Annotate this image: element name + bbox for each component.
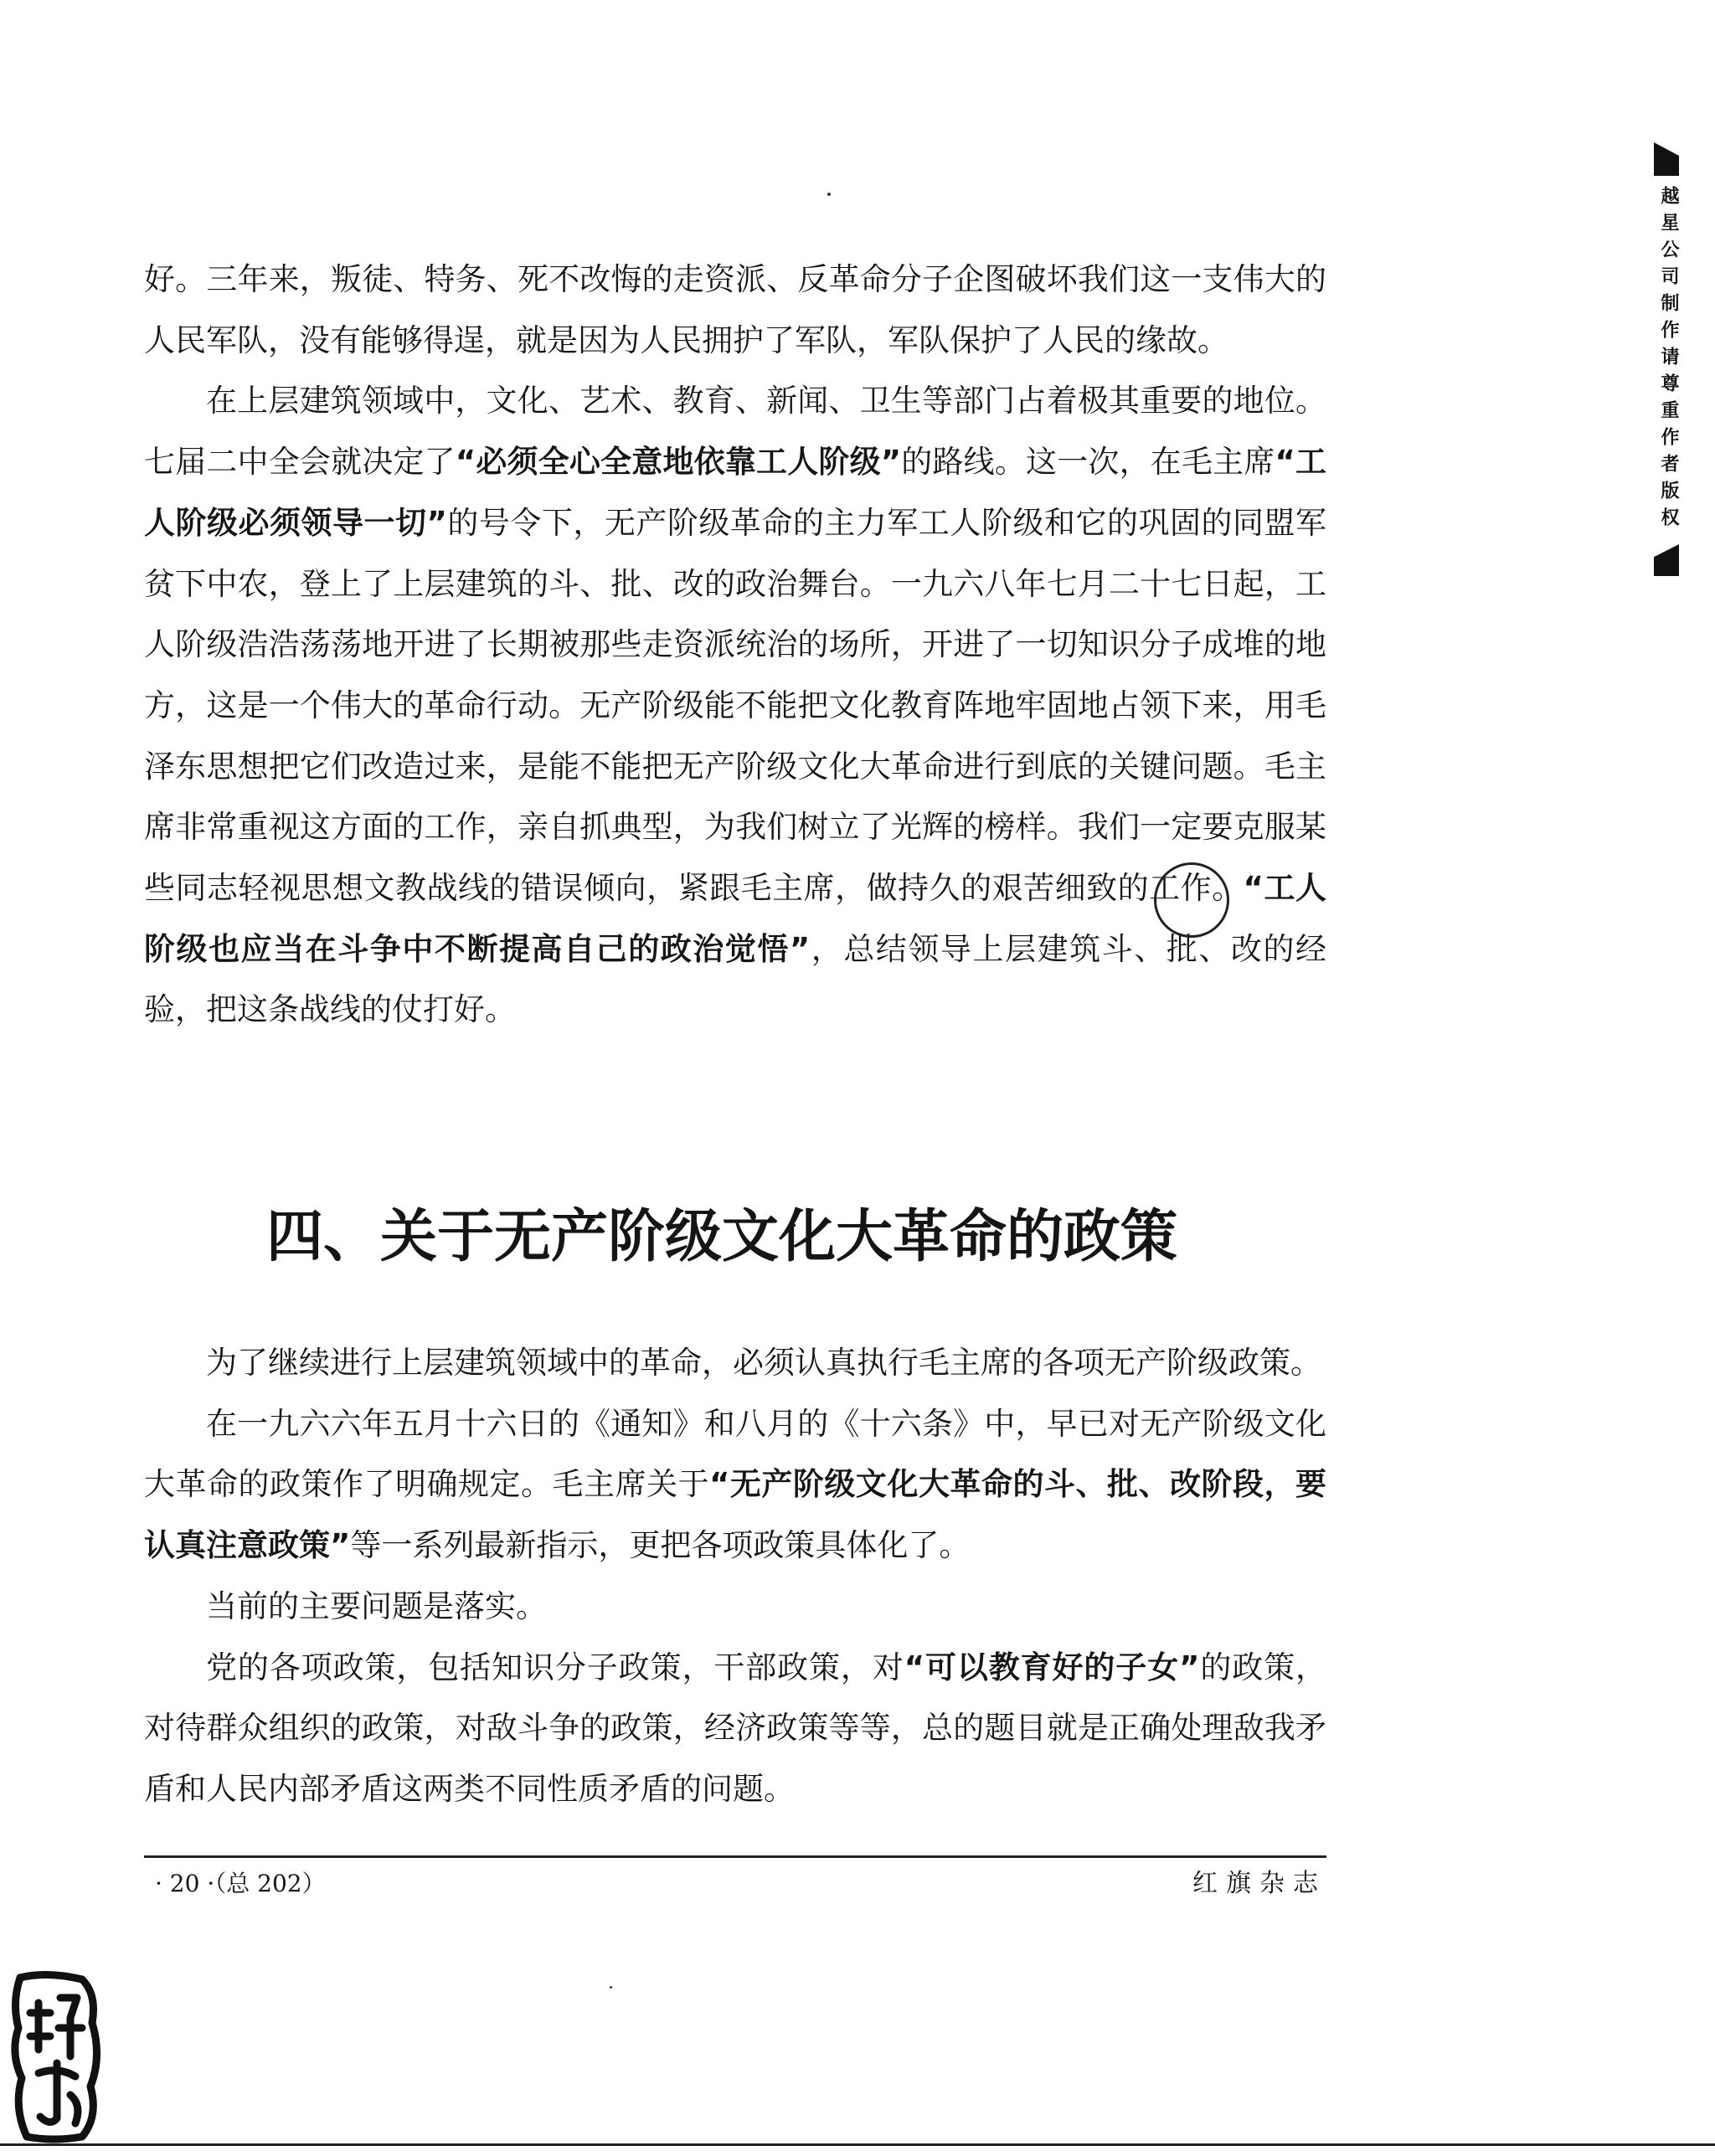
- side-watermark: [1654, 142, 1696, 576]
- paragraph-superstructure: [144, 371, 1326, 1041]
- text-run: 在上层建筑领域中，文化、艺术、教育、新闻、卫生等部门占着极其重要的地位。七届二中全会就决定了: [144, 383, 1326, 481]
- paragraph-policy-intro: 为了继续进行上层建筑领域中的革命，必须认真执行毛主席的各项无产阶级政策。: [206, 1345, 1321, 1381]
- paragraph-notice: [144, 1394, 1326, 1577]
- publication-name: 红旗杂志: [1192, 1869, 1326, 1898]
- quote-bold: “工人阶级必须领导一切”: [144, 444, 1327, 541]
- quote-bold: “无产阶级文化大革命的斗、批、改阶段，要认真注意政策”: [144, 1466, 1326, 1564]
- body-text-top: [144, 250, 1326, 1041]
- paragraph-policies: [144, 1638, 1326, 1820]
- text-run: 在一九六六年五月十六日的《通知》和八月的《十六条》中，早已对无产阶级文化大革命的政策作了明确规定。毛主席关于: [144, 1405, 1326, 1503]
- footer-divider: [144, 1855, 1326, 1858]
- section-heading: 四、关于无产阶级文化大革命的政策: [266, 1204, 1178, 1270]
- page-number: · 20 ·（总 202）: [155, 1870, 326, 1897]
- scan-speck: [610, 1986, 612, 1989]
- body-text-bottom: [144, 1333, 1326, 1820]
- quote-bold: “可以教育好的子女”: [904, 1649, 1200, 1685]
- text-run: 等一系列最新指示，更把各项政策具体化了。: [350, 1527, 971, 1564]
- text-run: 的路线。这一次，在毛主席: [901, 444, 1275, 481]
- paragraph-implementation: 当前的主要问题是落实。: [206, 1587, 547, 1624]
- text-run: 党的各项政策，包括知识分子政策，干部政策，对: [206, 1649, 904, 1685]
- watermark-bar-bottom: [1654, 544, 1679, 576]
- quote-bold: “工人阶级也应当在斗争中不断提高自己的政治觉悟”: [144, 870, 1326, 967]
- text-run: 的号令下，无产阶级革命的主力军工人阶级和它的巩固的同盟军贫下中农，登上了上层建筑的斗、批、改的政治舞台。一九六八年七月二十七日起，工人阶级浩浩荡荡地开进了长期被那些走资派统治的场所，开进了一切知识分子成堆的地方，这是一个伟大的革命行动。无产阶级能不能把文化教育阵地牢固地占领下来，用毛泽东思想把它们改造过来，是能不能把无产阶级文化大革命进行到底的关键问题。毛主席非常重视这方面的工作，亲自抓典型，为我们树立了光辉的榜样。我们一定要克服某些同志轻视思想文教战线的错误倾向，紧跟毛主席，做持久的艰苦细致的工作。: [144, 504, 1326, 907]
- watermark-bar-top: [1654, 142, 1679, 176]
- watermark-text: 越星公司制作请尊重作者版权: [1658, 186, 1679, 534]
- handwritten-circle-mark: [1154, 862, 1229, 938]
- paragraph-continuation: 好。三年来，叛徒、特务、死不改悔的走资派、反革命分子企图破坏我们这一支伟大的人民军队，没有能够得逞，就是因为人民拥护了军队，军队保护了人民的缘故。: [144, 261, 1326, 358]
- scan-speck: [827, 193, 831, 196]
- quote-bold: “必须全心全意地依靠工人阶级”: [455, 444, 902, 481]
- text-run: ，总结领导上层建筑斗、批、改的经验，把这条战线的仗打好。: [144, 930, 1326, 1028]
- seal-stamp-icon: [5, 1969, 106, 2145]
- text-run: 的政策，对待群众组织的政策，对敌斗争的政策，经济政策等等，总的题目就是正确处理敌我矛盾和人民内部矛盾这两类不同性质矛盾的问题。: [144, 1649, 1327, 1807]
- scan-bottom-edge: [0, 2143, 1715, 2146]
